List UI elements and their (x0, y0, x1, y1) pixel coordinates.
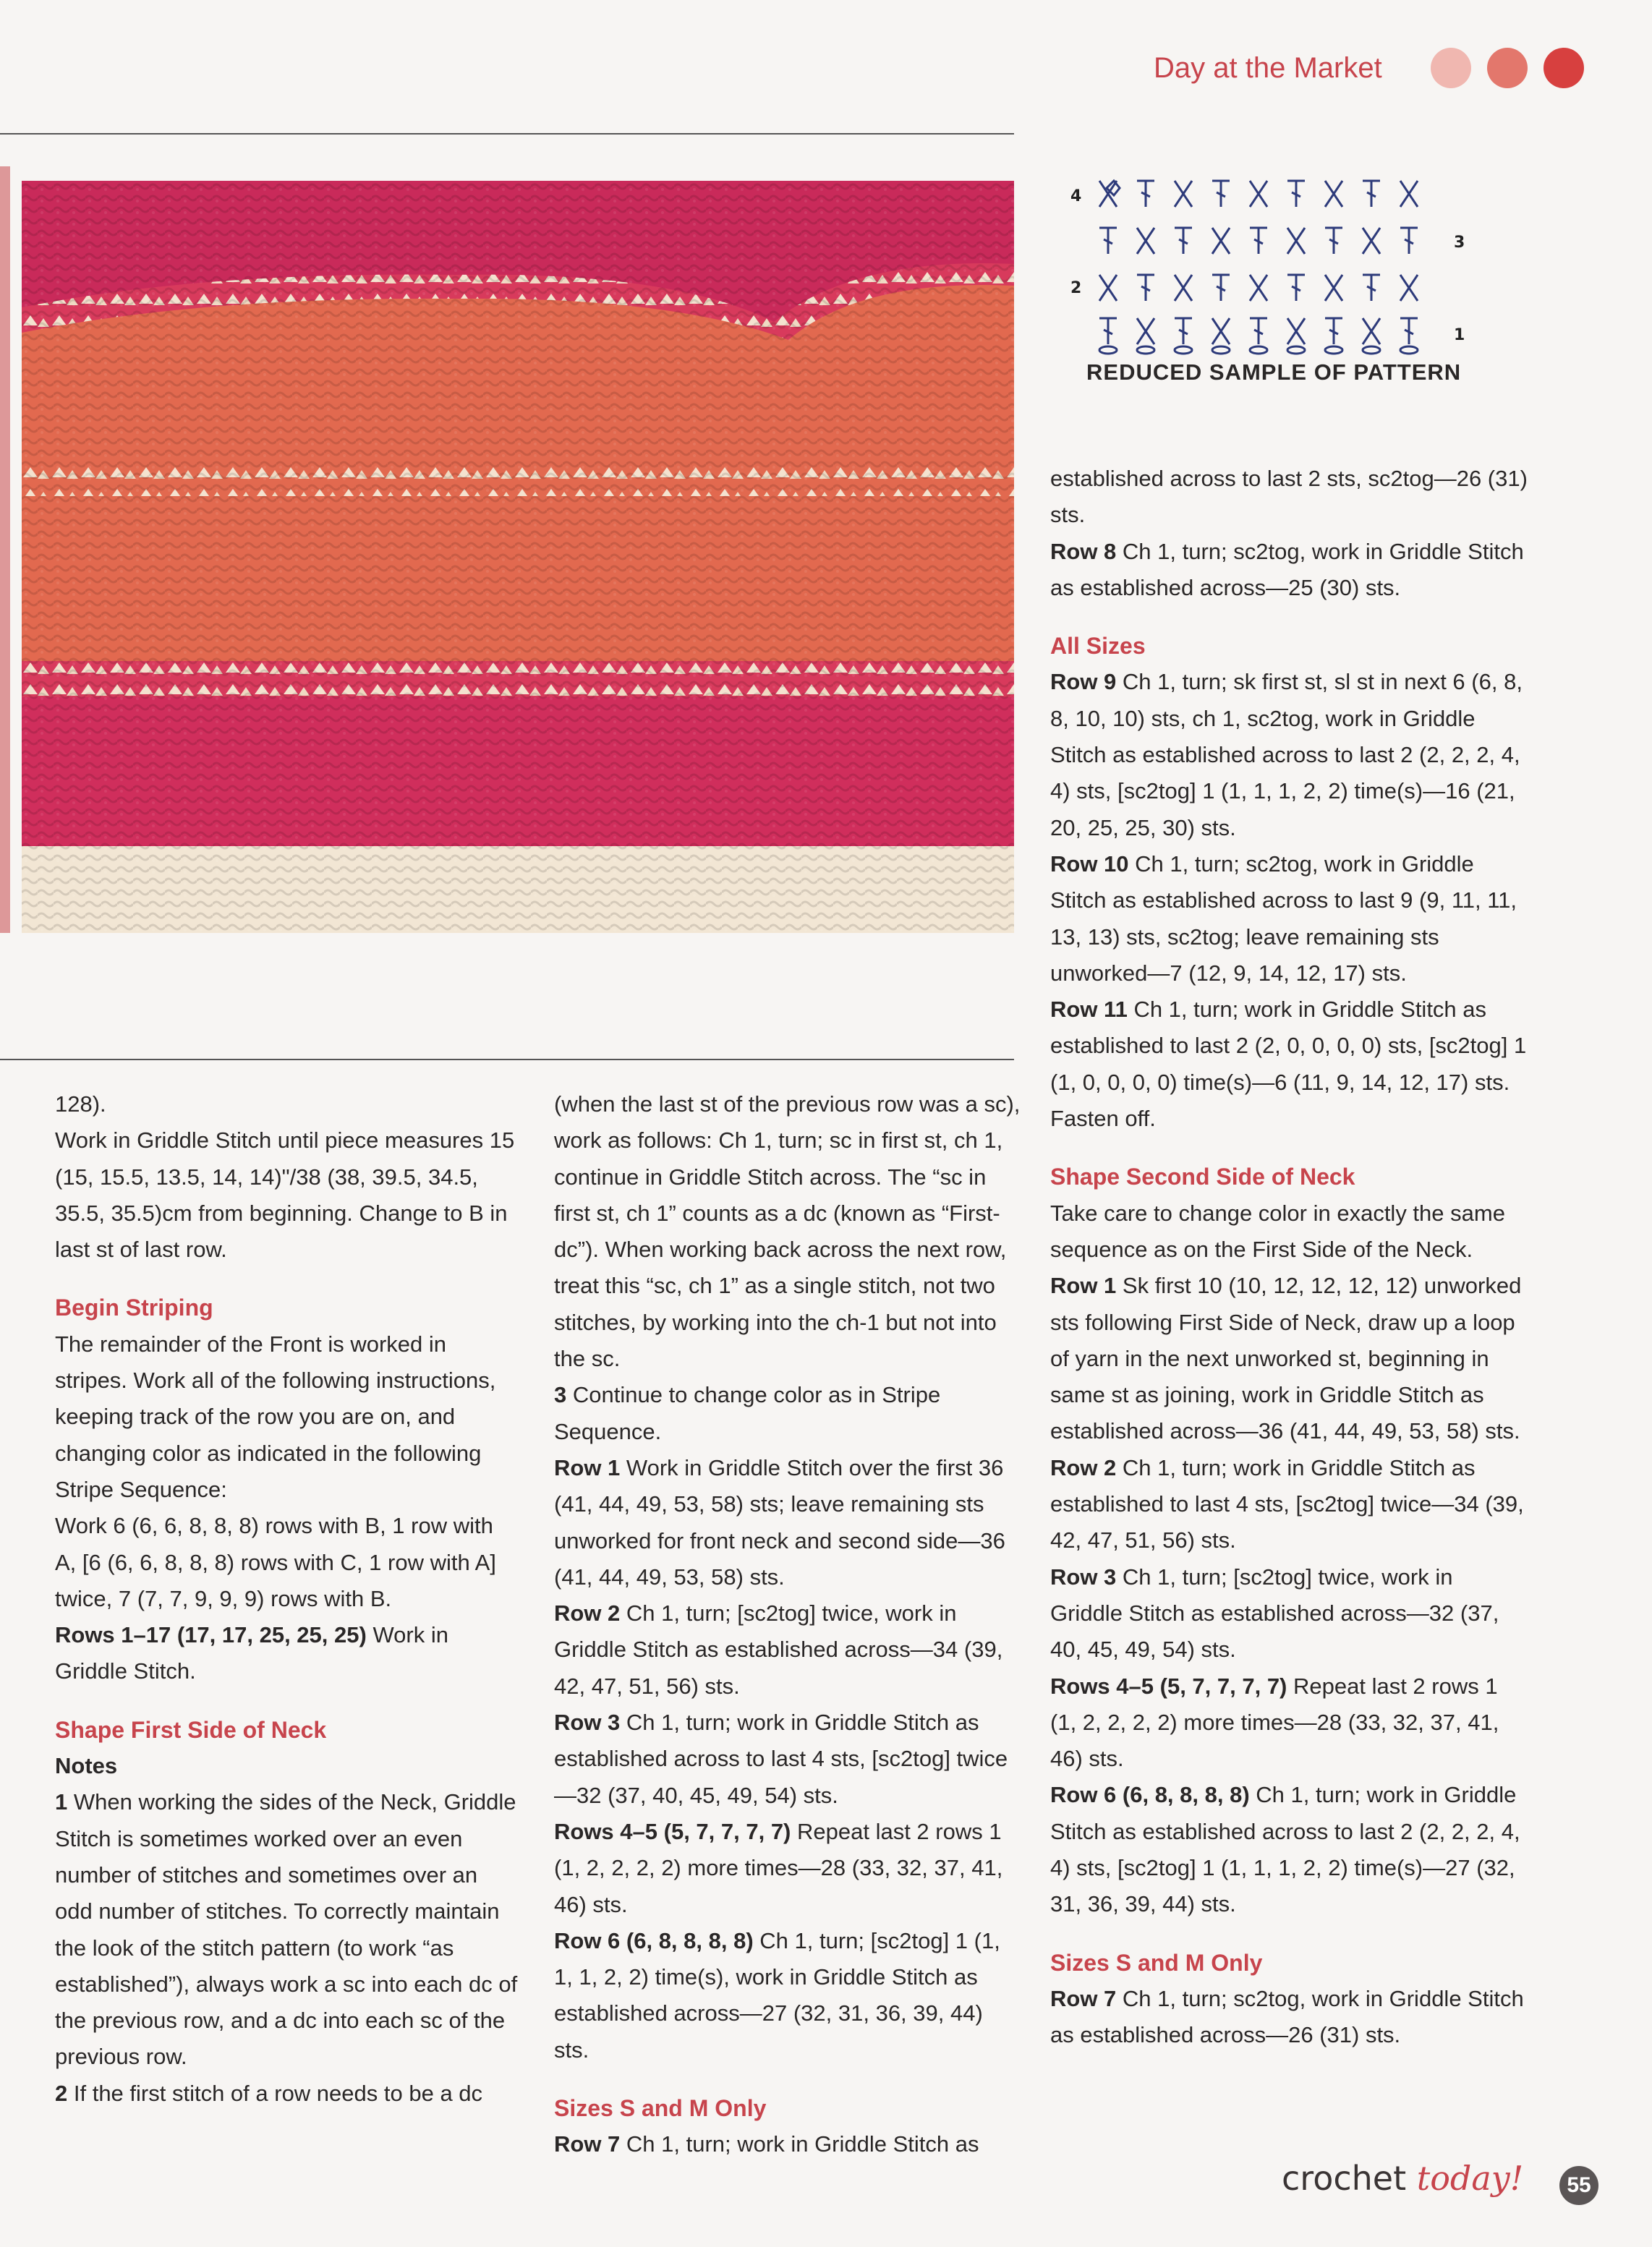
instruction-row (1050, 1559, 1528, 1668)
chart-stitch-symbol (1363, 318, 1380, 354)
row-text: Ch 1, turn; [sc2tog] twice, work in Griddle Stitch as established across—34 (39, 42, 47, 51, 56) sts. (554, 1600, 1003, 1699)
row-text: Ch 1, turn; sc2tog, work in Griddle Stitch as established across—26 (31) sts. (1050, 1985, 1524, 2048)
text-p: Work 6 (6, 6, 8, 8, 8) rows with B, 1 row with A, [6 (6, 6, 8, 8, 8) rows with C, 1 row with A] twice, 7 (7, 7, 9, 9, 9) rows with B. (55, 1513, 496, 1611)
brand-main: crochet (1282, 2159, 1407, 2198)
row-text: Ch 1, turn; [sc2tog] 1 (1, 1, 1, 2, 2) time(s), work in Griddle Stitch as established across—27 (32, 31, 36, 39, 44) sts. (554, 1927, 1000, 2063)
chart-stitch-symbol (1099, 228, 1117, 254)
chart-stitch-symbol (1175, 275, 1192, 301)
row-text: Ch 1, turn; work in Griddle Stitch as established to last 4 sts, [sc2tog] twice—34 (39, 42, 47, 51, 56) sts. (1050, 1454, 1524, 1553)
row-text: Ch 1, turn; work in Griddle Stitch as established across to last 2 (2, 2, 2, 4, 4) sts, [sc2tog] 1 (1, 1, 1, 2, 2) time(s)—27 (32, 31, 36, 39, 44) sts. (1050, 1782, 1520, 1917)
row-label: Row 10 (1050, 850, 1129, 877)
row-label: Row 6 (6, 8, 8, 8, 8) (1050, 1782, 1250, 1808)
heading-shape-first-side: Shape First Side of Neck (55, 1716, 327, 1743)
chart-stitch-symbol (1137, 318, 1154, 354)
row-text: Repeat last 2 rows 1 (1, 2, 2, 2, 2) more times—28 (33, 32, 37, 41, 46) sts. (554, 1818, 1003, 1917)
row-text: Ch 1, turn; work in Griddle Stitch as established to last 2 (2, 0, 0, 0, 0) sts, [sc2tog] 1 (1, 0, 0, 0, 0) time(s)—6 (11, 9, 14, 12, 17) sts. Fasten off. (1050, 997, 1527, 1132)
chart-stitch-symbol (1250, 181, 1267, 207)
row-label: Rows 4–5 (5, 7, 7, 7, 7) (554, 1818, 791, 1844)
chart-row-2-label: 2 (1070, 279, 1082, 297)
chart-stitch-symbol (1287, 228, 1305, 254)
column-1 (55, 1086, 518, 2112)
instruction-row (1050, 534, 1528, 607)
chart-stitch-symbol (1400, 318, 1418, 354)
column-rule (0, 1059, 1014, 1060)
instruction-row (1050, 664, 1528, 845)
instruction-row (1050, 1981, 1528, 2054)
row-label: Row 3 (554, 1710, 621, 1736)
chart-stitch-symbol (1325, 318, 1342, 354)
chart-stitch-symbol (1212, 275, 1230, 301)
row-text: Ch 1, turn; sc2tog, work in Griddle Stitch as established across—25 (30) sts. (1050, 538, 1524, 600)
chart-stitch-symbol (1250, 228, 1267, 254)
row-text: Ch 1, turn; sc2tog, work in Griddle Stitch as established across to last 9 (9, 11, 11, 13, 13) sts, sc2tog; leave remaining sts unworked—7 (12, 9, 14, 12, 17) sts. (1050, 850, 1517, 986)
instruction-row (554, 1923, 1021, 2068)
chart-stitch-symbol (1099, 275, 1117, 301)
chart-stitch-symbol (1400, 228, 1418, 254)
row-label: Row 8 (1050, 538, 1117, 564)
instruction-row (554, 1705, 1021, 1814)
text-p: (when the last st of the previous row was a sc), work as follows: Ch 1, turn; sc in first st, ch 1, continue in Griddle Stitch across. The “sc in first st, ch 1” counts as a dc (known as “First-dc”). When working back across the next row, treat this “sc, ch 1” as a single stitch, not two stitches, by working into the ch-1 but not into the sc. (554, 1091, 1021, 1372)
chart-stitch-symbol (1099, 318, 1117, 354)
row-label: Row 2 (1050, 1454, 1117, 1480)
column-2 (554, 1086, 1021, 2163)
heading-begin-striping: Begin Striping (55, 1295, 213, 1321)
instruction-row (1050, 992, 1528, 1137)
chart-stitch-symbol (1287, 181, 1305, 207)
chart-stitch-symbol (1363, 228, 1380, 254)
chart-stitch-symbol (1175, 318, 1192, 354)
chart-stitch-symbol (1363, 275, 1380, 301)
chart-stitch-symbol (1250, 275, 1267, 301)
row-label: Row 7 (1050, 1985, 1117, 2011)
heading-sizes-s-m: Sizes S and M Only (554, 2095, 767, 2122)
row-label: Row 9 (1050, 669, 1117, 695)
row-text: Repeat last 2 rows 1 (1, 2, 2, 2, 2) more times—28 (33, 32, 37, 41, 46) sts. (1050, 1673, 1499, 1772)
text-p: Work in Griddle Stitch until piece measures 15 (15, 15.5, 13.5, 14, 14)"/38 (38, 39.5, 34.5, 35.5, 35.5)cm from beginning. Change to B in last st of last row. (55, 1127, 515, 1263)
row-label: Row 11 (1050, 997, 1128, 1023)
row-text: Ch 1, turn; [sc2tog] twice, work in Griddle Stitch as established across—32 (37, 40, 45, 49, 54) sts. (1050, 1564, 1499, 1663)
chart-stitch-symbol (1363, 181, 1380, 207)
chart-caption: REDUCED SAMPLE OF PATTERN (1086, 359, 1462, 385)
heading-sizes-s-m: Sizes S and M Only (1050, 1949, 1263, 1976)
chart-row-4-label: 4 (1070, 187, 1082, 205)
instruction-row (1050, 1268, 1528, 1449)
chart-stitch-symbol (1175, 228, 1192, 254)
instruction-row (554, 2126, 1021, 2162)
row-label: Row 6 (6, 8, 8, 8, 8) (554, 1927, 754, 1953)
chart-stitch-symbol (1137, 275, 1154, 301)
note-text: Continue to change color as in Stripe Sequence. (554, 1382, 941, 1444)
row-text: Ch 1, turn; work in Griddle Stitch as (620, 2131, 979, 2157)
note-number: 1 (55, 1789, 68, 1815)
instruction-row (1050, 1668, 1528, 1778)
row-text: Ch 1, turn; work in Griddle Stitch as established across to last 4 sts, [sc2tog] twice—32 (37, 40, 45, 49, 54) sts. (554, 1710, 1008, 1808)
decorative-dot-3 (1544, 48, 1584, 88)
text-p: 128). (55, 1091, 106, 1117)
row-label: Row 1 (1050, 1273, 1117, 1299)
chart-stitch-symbol (1287, 275, 1305, 301)
instruction-row (554, 1814, 1021, 1923)
note-number: 3 (554, 1382, 567, 1408)
row-text: Ch 1, turn; sk first st, sl st in next 6 (6, 8, 8, 10, 10) sts, ch 1, sc2tog, work in Griddle Stitch as established across to last 2 (2, 2, 2, 4, 4) sts, [sc2tog] 1 (1, 1, 1, 2, 2) time(s)—16 (21, 20, 25, 25, 30) sts. (1050, 669, 1523, 840)
row-label: Row 2 (554, 1600, 621, 1626)
page-edge-sliver (0, 166, 10, 933)
page-title: Day at the Market (1154, 52, 1382, 84)
note-1 (55, 1784, 518, 2075)
text-p: Take care to change color in exactly the same sequence as on the First Side of the Neck. (1050, 1200, 1505, 1262)
instruction-row (1050, 1450, 1528, 1559)
chart-row-3-label: 3 (1454, 234, 1465, 252)
note-2 (55, 2076, 518, 2112)
header-rule (0, 133, 1014, 135)
chart-stitch-symbol (1212, 181, 1230, 207)
row-label: Rows 4–5 (5, 7, 7, 7, 7) (1050, 1673, 1287, 1699)
row-label: Row 7 (554, 2131, 621, 2157)
row-label: Row 3 (1050, 1564, 1117, 1590)
heading-all-sizes: All Sizes (1050, 633, 1146, 660)
instruction-row (554, 1450, 1021, 1595)
chart-stitch-symbol (1137, 181, 1154, 207)
note-text: When working the sides of the Neck, Griddle Stitch is sometimes worked over an even number of stitches and sometimes over an odd number of stitches. To correctly maintain the look of the stitch pattern (to work “as established”), always work a sc into each dc of the previous row, and a dc into each sc of the previous row. (55, 1789, 518, 2070)
stitch-chart (1070, 166, 1483, 362)
heading-shape-second-side: Shape Second Side of Neck (1050, 1164, 1355, 1190)
decorative-dot-1 (1431, 48, 1471, 88)
instruction-row (55, 1617, 518, 1690)
chart-stitch-symbol (1325, 181, 1342, 207)
column-3 (1050, 461, 1528, 2053)
chart-stitch-symbol (1400, 275, 1418, 301)
chart-stitch-symbol (1137, 228, 1154, 254)
chart-row-1-label: 1 (1454, 326, 1465, 344)
note-number: 2 (55, 2080, 68, 2106)
instruction-row (554, 1595, 1021, 1705)
chart-stitch-symbol (1212, 318, 1230, 354)
magazine-brand (1282, 2159, 1523, 2198)
chart-stitch-symbol (1287, 318, 1305, 354)
row-label: Row 1 (554, 1454, 621, 1480)
chart-stitch-symbol (1325, 228, 1342, 254)
instruction-row (1050, 1777, 1528, 1922)
decorative-dot-2 (1487, 48, 1528, 88)
chart-stitch-symbol (1175, 181, 1192, 207)
chart-stitch-symbol (1325, 275, 1342, 301)
crochet-swatch-photo (22, 181, 1014, 933)
page-number: 55 (1559, 2166, 1598, 2205)
text-p: The remainder of the Front is worked in stripes. Work all of the following instructions, keeping track of the row you are on, and changing color as indicated in the following Stripe Sequence: (55, 1331, 496, 1502)
brand-accent: today! (1416, 2159, 1524, 2198)
instruction-row (1050, 846, 1528, 992)
note-3 (554, 1377, 1021, 1450)
row-label: Rows 1–17 (17, 17, 25, 25, 25) (55, 1622, 367, 1648)
note-text: If the first stitch of a row needs to be a dc (67, 2080, 483, 2106)
row-text: Work in Griddle Stitch. (55, 1622, 448, 1684)
chart-stitch-symbol (1400, 181, 1418, 207)
chart-stitch-symbol (1250, 318, 1267, 354)
row-text: Sk first 10 (10, 12, 12, 12, 12) unworked sts following First Side of Neck, draw up a loop of yarn in the next unworked st, beginning in same st as joining, work in Griddle Stitch as established across—36 (41, 44, 49, 53, 58) sts. (1050, 1273, 1522, 1444)
heading-notes: Notes (55, 1753, 118, 1779)
chart-stitch-symbol (1212, 228, 1230, 254)
row-text: Work in Griddle Stitch over the first 36 (41, 44, 49, 53, 58) sts; leave remaining sts unworked for front neck and second side—36 (41, 44, 49, 53, 58) sts. (554, 1454, 1005, 1590)
text-p: established across to last 2 sts, sc2tog—26 (31) sts. (1050, 466, 1528, 528)
